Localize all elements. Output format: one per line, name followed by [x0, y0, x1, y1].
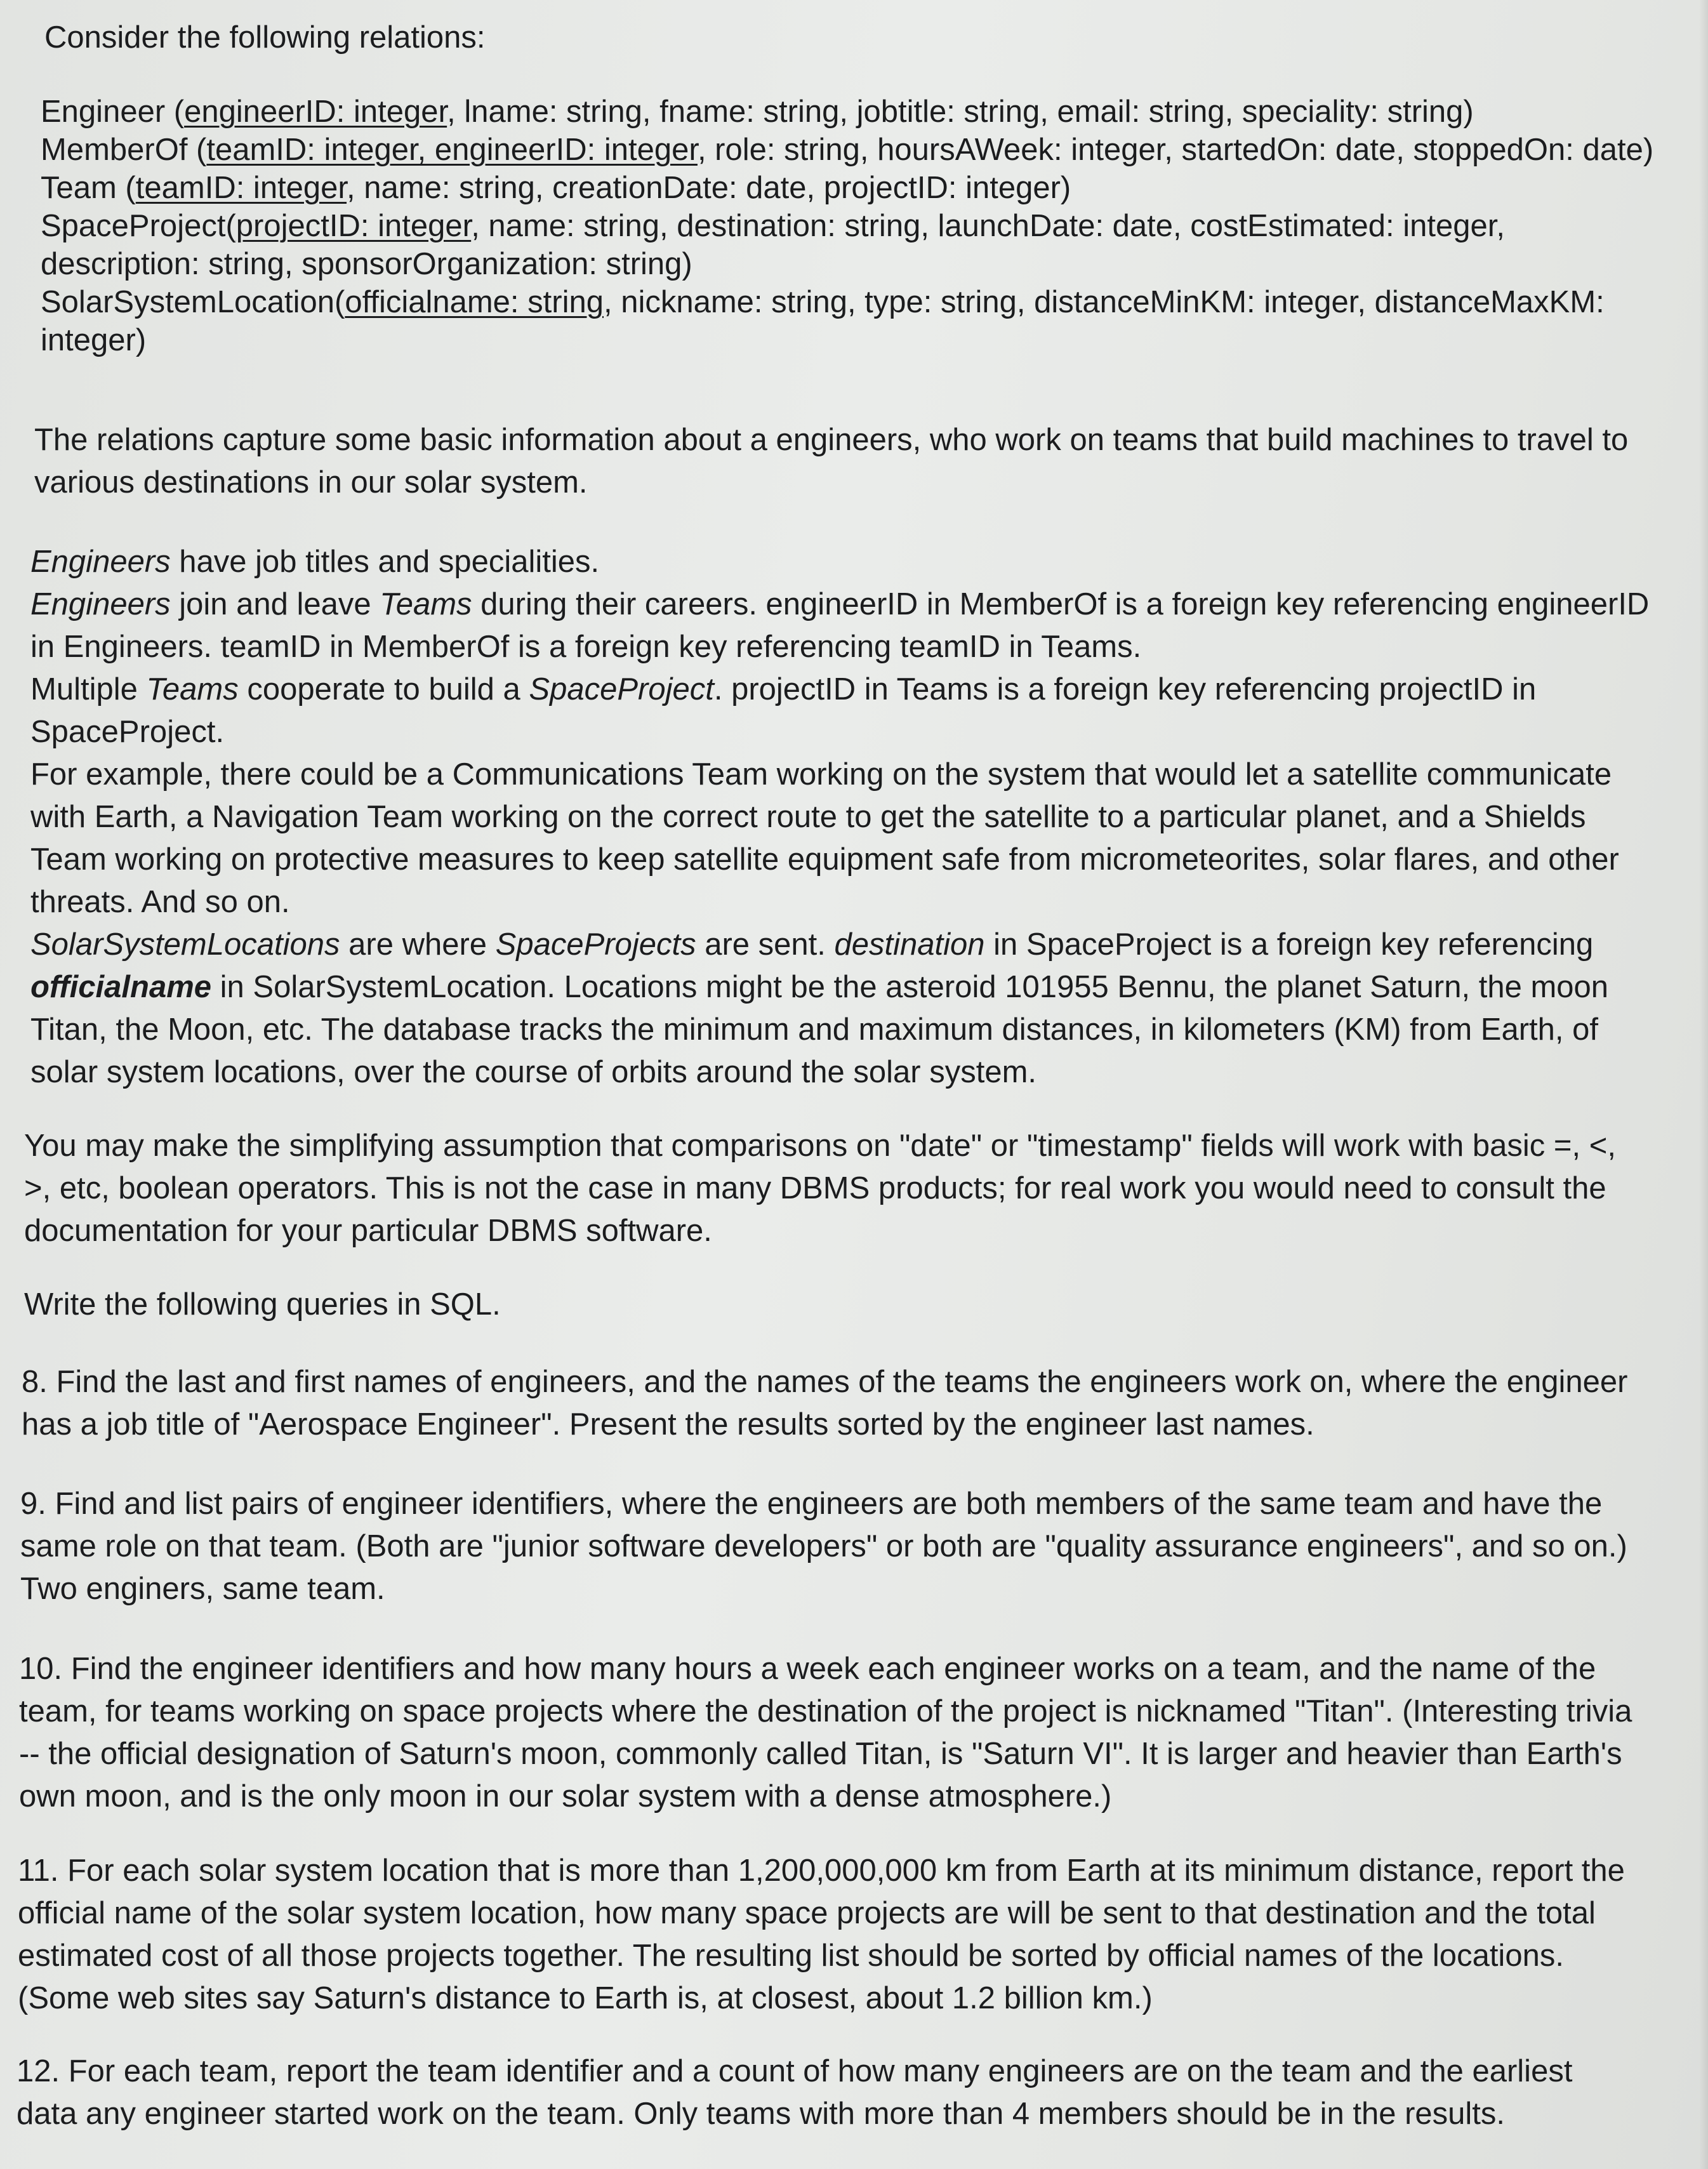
desc-example: For example, there could be a Communications Team working on the system that would let a satellite communicate [30, 757, 1612, 792]
desc-engineers: Engineers have job titles and specialities. [30, 545, 600, 579]
schema-engineer: Engineer (engineerID: integer, lname: string, fname: string, jobtitle: string, email: string, speciality: string) [41, 95, 1474, 129]
schema-spaceproject-cont: description: string, sponsorOrganization: string) [41, 247, 692, 281]
page-edge-shadow [1699, 0, 1708, 2169]
schema-solarsystemlocation-cont: integer) [41, 323, 147, 357]
schema-memberof: MemberOf (teamID: integer, engineerID: integer, role: string, hoursAWeek: integer, startedOn: date, stoppedOn: date) [41, 133, 1654, 167]
schema-list [41, 93, 1691, 359]
schema-team: Team (teamID: integer, name: string, creationDate: date, projectID: integer) [41, 171, 1071, 205]
assumption-paragraph: You may make the simplifying assumption that comparisons on "date" or "timestamp" fields will work with basic =, <, >, etc, boolean operators. This is not the case in many DBMS products; for real work you would need to consult the documentation for your particular DBMS software. [24, 1129, 1616, 1248]
question-9: 9. Find and list pairs of engineer identifiers, where the engineers are both members of the same team and have the same role on that team. (Both are "junior software developers" or both are "quality assurance engineers", and so on.) Two enginers, same team. [20, 1487, 1627, 1606]
schema-solarsystemlocation: SolarSystemLocation(officialname: string, nickname: string, type: string, distanceMinKM: integer, distanceMaxKM: [41, 285, 1605, 319]
question-8: 8. Find the last and first names of engineers, and the names of the teams the engineers work on, where the engineer has a job title of "Aerospace Engineer". Present the results sorted by the engineer last names. [22, 1365, 1628, 1442]
intro-text: Consider the following relations: [44, 20, 486, 55]
desc-join-leave: Engineers join and leave Teams during their careers. engineerID in MemberOf is a foreign key referencing engineerID [30, 587, 1650, 621]
question-11: 11. For each solar system location that is more than 1,200,000,000 km from Earth at its minimum distance, report the official name of the solar system location, how many space projects are will be sent to that destination and the total estimated cost of all those projects together. The resulting list should be sorted by official names of the locations. (Some web sites say Saturn's distance to Earth is, at closest, about 1.2 billion km.) [18, 1854, 1625, 2015]
question-12: 12. For each team, report the team identifier and a count of how many engineers are on the team and the earliest data any engineer started work on the team. Only teams with more than 4 members should be in the results. [17, 2054, 1573, 2131]
description-block: Engineers have job titles and specialities. Engineers join and leave Teams during their careers. engineerID in MemberOf is a foreign key referencing engineerID in Engineers. teamID in MemberOf is a foreign key referencing teamID in Teams. Multiple Teams cooperate to build a SpaceProject. projectID in Teams is a foreign key referencing projectID in SpaceProject. For example, there could be a Communications Team working on the system that would let a satellite communicate with Earth, a Navigation Team working on the correct route to get the satellite to a particular planet, and a Shields Team working on protective measures to keep satellite equipment safe from micrometeorites, solar flares, and other threats. And so on. SolarSystemLocations are where SpaceProjects are sent. destination in SpaceProject is a foreign key referencing officialname in SolarSystemLocation. Locations might be the asteroid 101955 Bennu, the planet Saturn, the moon Titan, the Moon, etc. The database tracks the minimum and maximum distances, in kilometers (KM) from Earth, of solar system locations, over the course of orbits around the solar system. [30, 541, 1681, 1094]
instruction-text: Write the following queries in SQL. [24, 1287, 501, 1322]
desc-locations: SolarSystemLocations are where SpaceProjects are sent. destination in SpaceProject is a foreign key referencing [30, 927, 1594, 962]
desc-multiple-teams: Multiple Teams cooperate to build a SpaceProject. projectID in Teams is a foreign key referencing projectID in [30, 672, 1537, 706]
schema-spaceproject: SpaceProject(projectID: integer, name: string, destination: string, launchDate: date, costEstimated: integer, [41, 209, 1505, 243]
question-10: 10. Find the engineer identifiers and how many hours a week each engineer works on a team, and the name of the team, for teams working on space projects where the destination of the project is nicknamed "Titan". (Interesting trivia -- the official designation of Saturn's moon, commonly called Titan, is "Saturn VI". It is larger and heavier than Earth's own moon, and is the only moon in our solar system with a dense atmosphere.) [19, 1652, 1632, 1814]
overview-paragraph: The relations capture some basic information about a engineers, who work on teams that build machines to travel to various destinations in our solar system. [34, 423, 1629, 500]
